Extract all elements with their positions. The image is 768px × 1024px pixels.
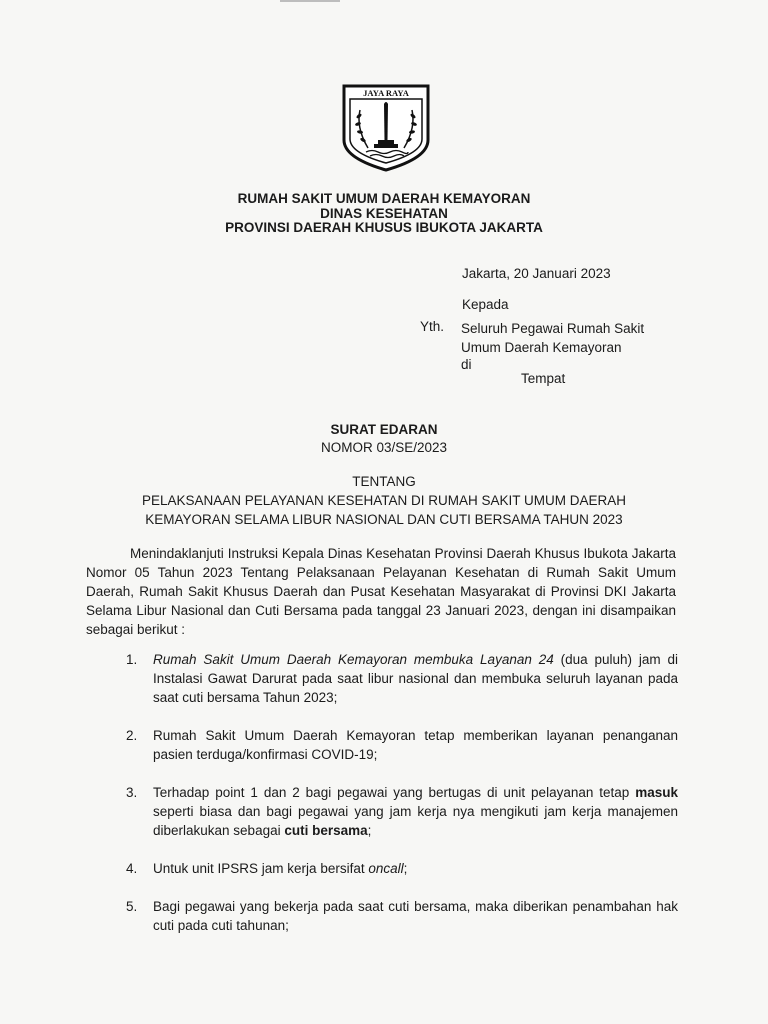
list-item-text: (dua puluh) jam di Instalasi Gawat Darurat pada saat libur nasional dan membuka seluruh layanan pada saat cuti bersama Tahun 2023; [153, 652, 678, 705]
letterhead-institution: RUMAH SAKIT UMUM DAERAH KEMAYORAN [237, 191, 531, 206]
recipient-di: di [461, 357, 472, 372]
scan-mark [280, 0, 340, 2]
recipient-kepada: Kepada [462, 297, 509, 312]
list-item-text-end: ; [403, 861, 408, 876]
list-item-number: 3. [126, 785, 138, 800]
circular-subject [0, 491, 768, 529]
list-item-text-cont: seperti biasa dan bagi pegawai yang jam kerja nya mengikuti jam kerja manajemen diberlakukan sebagai [153, 804, 678, 838]
list-item-text: Terhadap point 1 dan 2 bagi pegawai yang bertugas di unit pelayanan tetap [153, 785, 636, 800]
list-item-number: 5. [126, 899, 138, 914]
list-item-text: Rumah Sakit Umum Daerah Kemayoran tetap memberikan layanan penanganan pasien terduga/konfirmasi COVID-19; [153, 728, 678, 762]
list-item-number: 2. [126, 728, 138, 743]
recipient-line-2: Umum Daerah Kemayoran [461, 340, 622, 355]
list-item [126, 783, 678, 840]
list-item-bold-cuti-bersama: cuti bersama [284, 823, 368, 838]
list-item-text-italic: Rumah Sakit Umum Daerah Kemayoran membuka Layanan 24 [153, 652, 554, 667]
circular-tentang: TENTANG [352, 474, 416, 489]
intro-paragraph [86, 544, 676, 639]
jakarta-coat-of-arms-icon [340, 82, 432, 172]
list-item-number: 1. [126, 652, 138, 667]
list-item-number: 4. [126, 861, 138, 876]
list-item [126, 726, 678, 764]
list-item-text-end: ; [367, 823, 372, 838]
list-item [126, 650, 678, 707]
list-item [126, 859, 678, 878]
instruction-list [126, 650, 678, 935]
letter-date: Jakarta, 20 Januari 2023 [462, 266, 611, 281]
letterhead-province: PROVINSI DAERAH KHUSUS IBUKOTA JAKARTA [225, 220, 543, 235]
circular-number: NOMOR 03/SE/2023 [320, 440, 448, 455]
logo-text: JAYA RAYA [363, 88, 409, 98]
circular-title: SURAT EDARAN [330, 422, 438, 437]
list-item-text: Bagi pegawai yang bekerja pada saat cuti bersama, maka diberikan penambahan hak cuti pada cuti tahunan; [153, 899, 678, 933]
letterhead [0, 192, 768, 236]
recipient-address [461, 319, 644, 357]
list-item-bold-masuk: masuk [635, 785, 678, 800]
list-item [126, 897, 678, 935]
recipient-tempat: Tempat [521, 371, 566, 386]
recipient-line-1: Seluruh Pegawai Rumah Sakit [461, 321, 645, 336]
recipient-yth: Yth. [420, 319, 445, 334]
list-item-italic-oncall: oncall [368, 861, 404, 876]
circular-subject-line-1: PELAKSANAAN PELAYANAN KESEHATAN DI RUMAH SAKIT UMUM DAERAH [141, 493, 627, 508]
intro-text: Menindaklanjuti Instruksi Kepala Dinas Kesehatan Provinsi Daerah Khusus Ibukota Jakarta Nomor 05 Tahun 2023 Tentang Pelaksanaan Pelayanan Kesehatan di Rumah Sakit Umum Daerah, Rumah Sakit Khusus Daerah dan Pusat Kesehatan Masyarakat di Provinsi DKI Jakarta Selama Libur Nasional dan Cuti Bersama pada tanggal 23 Januari 2023, dengan ini disampaikan sebagai berikut : [86, 546, 676, 637]
circular-subject-line-2: KEMAYORAN SELAMA LIBUR NASIONAL DAN CUTI BERSAMA TAHUN 2023 [145, 512, 623, 527]
list-item-text: Untuk unit IPSRS jam kerja bersifat [153, 861, 369, 876]
letterhead-department: DINAS KESEHATAN [320, 205, 448, 221]
